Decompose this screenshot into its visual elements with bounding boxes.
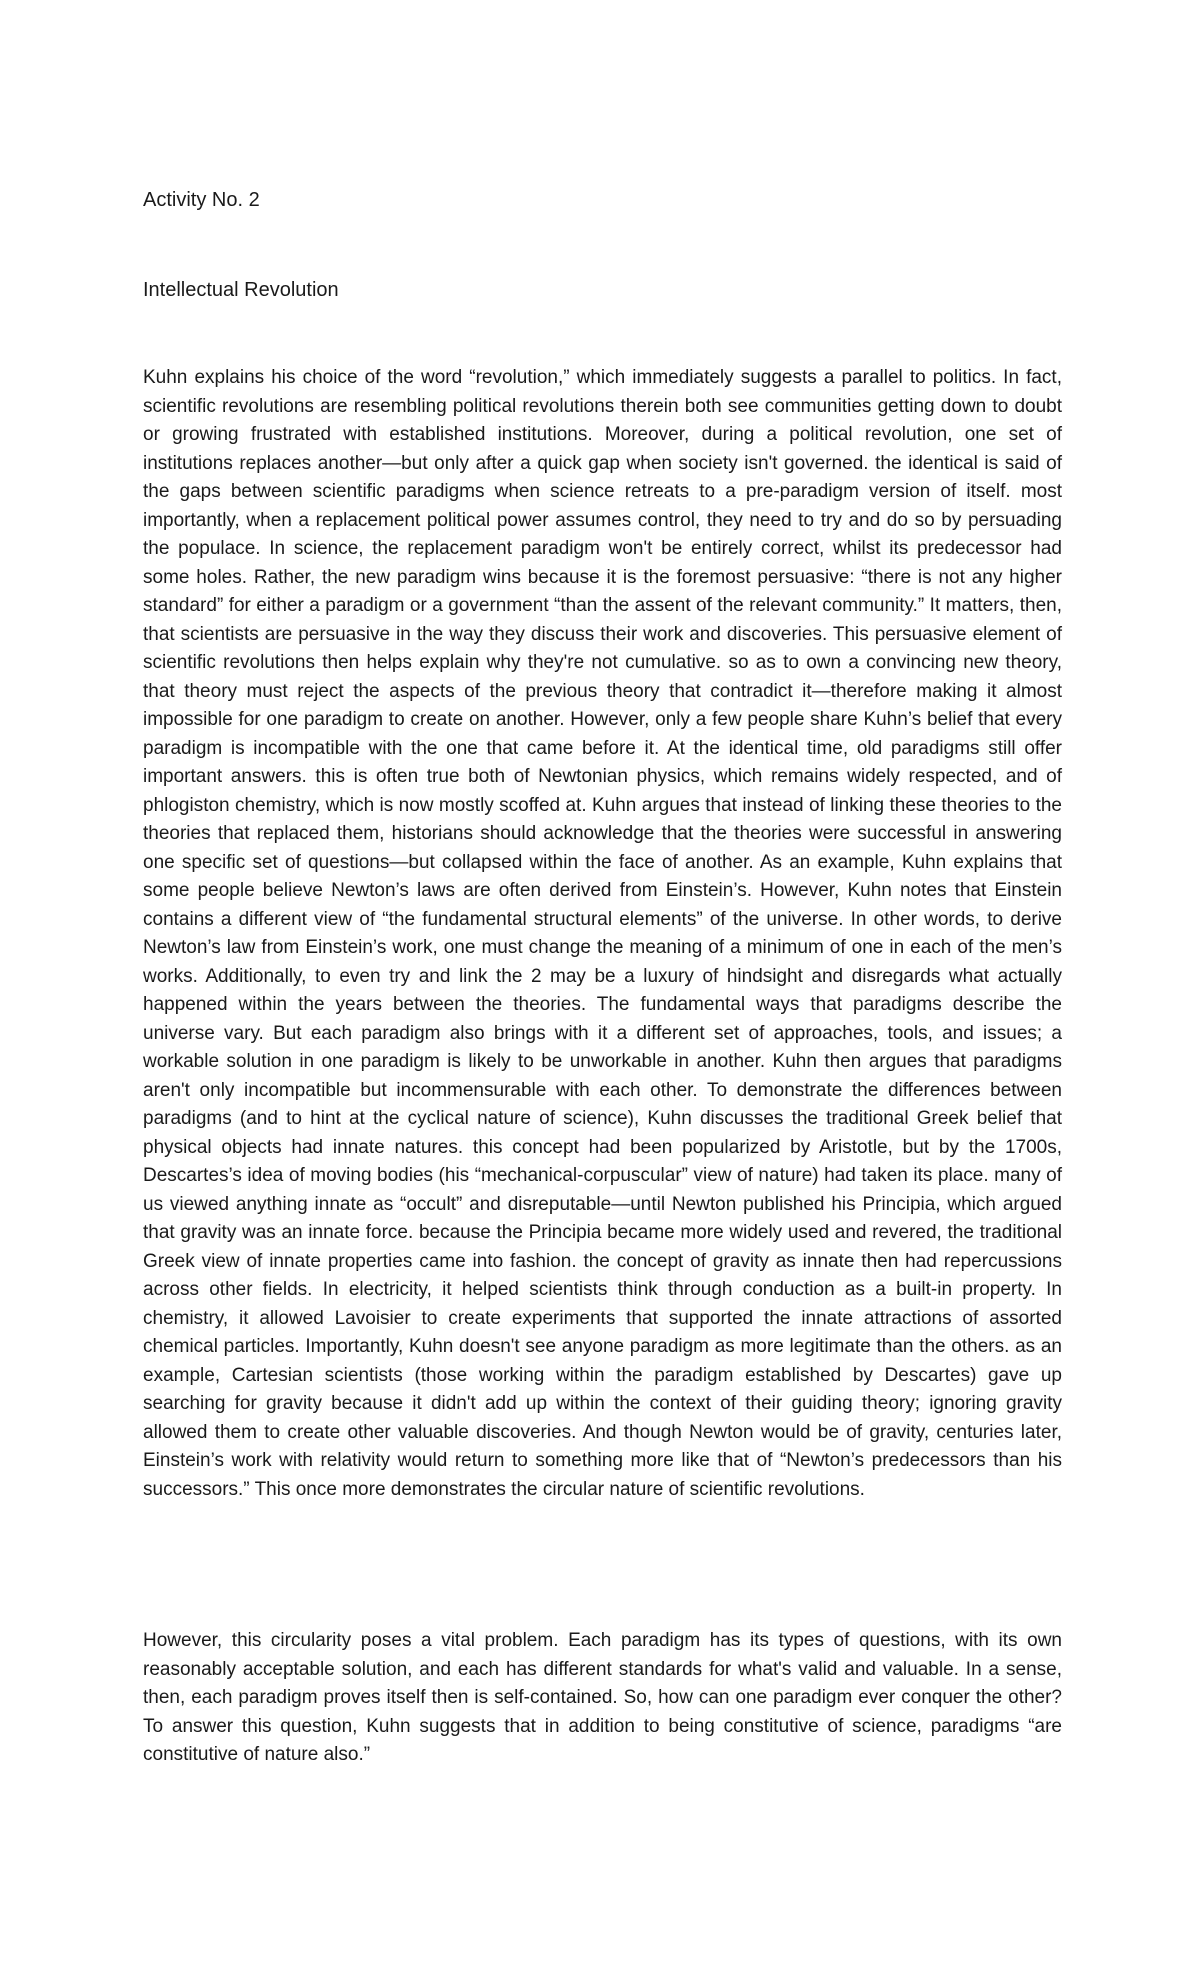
- body-paragraph-1: Kuhn explains his choice of the word “revolution,” which immediately suggests a parallel to politics. In fact, scientific revolutions are resembling political revolutions therein both see communities getting down to doubt or growing frustrated with established institutions. Moreover, during a political revolution, one set of institutions replaces another—but only after a quick gap when society isn't governed. the identical is said of the gaps between scientific paradigms when science retreats to a pre-paradigm version of itself. most importantly, when a replacement political power assumes control, they need to try and do so by persuading the populace. In science, the replacement paradigm won't be entirely correct, whilst its predecessor had some holes. Rather, the new paradigm wins because it is the foremost persuasive: “there is not any higher standard” for either a paradigm or a government “than the assent of the relevant community.” It matters, then, that scientists are persuasive in the way they discuss their work and discoveries. This persuasive element of scientific revolutions then helps explain why they're not cumulative. so as to own a convincing new theory, that theory must reject the aspects of the previous theory that contradict it—therefore making it almost impossible for one paradigm to create on another. However, only a few people share Kuhn’s belief that every paradigm is incompatible with the one that came before it. At the identical time, old paradigms still offer important answers. this is often true both of Newtonian physics, which remains widely respected, and of phlogiston chemistry, which is now mostly scoffed at. Kuhn argues that instead of linking these theories to the theories that replaced them, historians should acknowledge that the theories were successful in answering one specific set of questions—but collapsed within the face of another. As an example, Kuhn explains that some people believe Newton’s laws are often derived from Einstein’s. However, Kuhn notes that Einstein contains a different view of “the fundamental structural elements” of the universe. In other words, to derive Newton’s law from Einstein’s work, one must change the meaning of a minimum of one in each of the men’s works. Additionally, to even try and link the 2 may be a luxury of hindsight and disregards what actually happened within the years between the theories. The fundamental ways that paradigms describe the universe vary. But each paradigm also brings with it a different set of approaches, tools, and issues; a workable solution in one paradigm is likely to be unworkable in another. Kuhn then argues that paradigms aren't only incompatible but incommensurable with each other. To demonstrate the differences between paradigms (and to hint at the cyclical nature of science), Kuhn discusses the traditional Greek belief that physical objects had innate natures. this concept had been popularized by Aristotle, but by the 1700s, Descartes’s idea of moving bodies (his “mechanical-corpuscular” view of nature) had taken its place. many of us viewed anything innate as “occult” and disreputable—until Newton published his Principia, which argued that gravity was an innate force. because the Principia became more widely used and revered, the traditional Greek view of innate properties came into fashion. the concept of gravity as innate then had repercussions across other fields. In electricity, it helped scientists think through conduction as a built-in property. In chemistry, it allowed Lavoisier to create experiments that supported the innate attractions of assorted chemical particles. Importantly, Kuhn doesn't see anyone paradigm as more legitimate than the others. as an example, Cartesian scientists (those working within the paradigm established by Descartes) gave up searching for gravity because it didn't add up within the context of their guiding theory; ignoring gravity allowed them to create other valuable discoveries. And though Newton would be of gravity, centuries later, Einstein’s work with relativity would return to something more like that of “Newton’s predecessors than his successors.” This once more demonstrates the circular nature of scientific revolutions.: [143, 367, 1062, 1500]
- document-title: Intellectual Revolution: [143, 279, 339, 301]
- body-paragraph-2: However, this circularity poses a vital problem. Each paradigm has its types of questions, with its own reasonably acceptable solution, and each has different standards for what's valid and valuable. In a sense, then, each paradigm proves itself then is self-contained. So, how can one paradigm ever conquer the other? To answer this question, Kuhn suggests that in addition to being constitutive of science, paradigms “are constitutive of nature also.”: [143, 1630, 1062, 1765]
- activity-label: Activity No. 2: [143, 189, 260, 211]
